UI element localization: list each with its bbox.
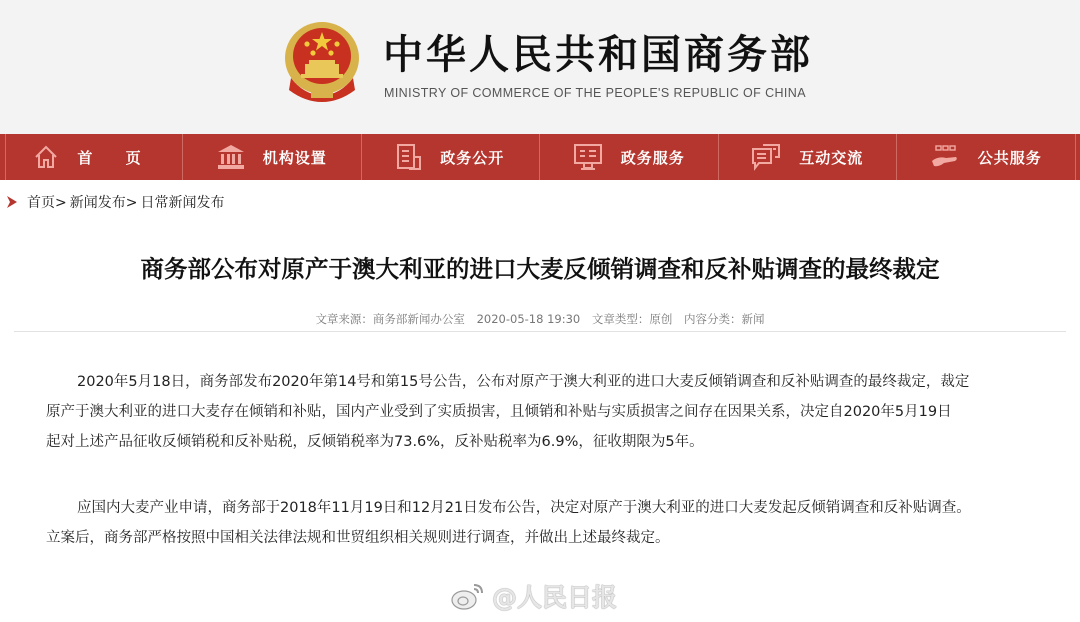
watermark-text: @人民日报 [492, 583, 618, 612]
site-header [0, 0, 1080, 134]
home-icon [33, 144, 59, 170]
meta-type: 文章类型：原创 [591, 312, 673, 326]
building-icon [217, 144, 245, 170]
paragraph-line: 原产于澳大利亚的进口大麦存在倾销和补贴，国内产业受到了实质损害，且倾销和补贴与实质损害之间存在因果关系，决定自2020年5月19日 [46, 404, 952, 420]
nav-label: 政务公开 [440, 148, 505, 167]
meta-datetime: 2020-05-18 19:30 [476, 312, 581, 326]
breadcrumb-daily-news[interactable]: 日常新闻发布 [140, 195, 225, 211]
nav-item-gov-services[interactable] [540, 134, 719, 180]
article-meta [0, 311, 1080, 327]
national-emblem-icon [283, 20, 361, 102]
nav-item-public-services[interactable] [897, 134, 1076, 180]
nav-item-interaction[interactable] [719, 134, 898, 180]
nav-item-home[interactable] [5, 134, 183, 180]
hand-icon [930, 144, 960, 170]
meta-source: 文章来源：商务部新闻办公室 [315, 312, 465, 326]
article-paragraph [46, 367, 969, 457]
watermark [450, 578, 617, 614]
nav-label: 政务服务 [620, 148, 685, 167]
nav-label: 机构设置 [262, 148, 327, 167]
nav-label: 公共服务 [977, 148, 1042, 167]
breadcrumb-news[interactable]: 新闻发布> [69, 195, 138, 211]
nav-label: 首 页 [77, 148, 155, 167]
breadcrumb-home[interactable]: 首页> [27, 195, 67, 211]
site-subtitle: MINISTRY OF COMMERCE OF THE PEOPLE'S REPUBLIC OF CHINA [384, 86, 806, 100]
main-nav [0, 134, 1080, 180]
divider [14, 331, 1066, 332]
weibo-icon [450, 581, 486, 611]
nav-item-gov-affairs-open[interactable] [362, 134, 541, 180]
nav-item-organization[interactable] [183, 134, 362, 180]
paragraph-line: 应国内大麦产业申请，商务部于2018年11月19日和12月21日发布公告，决定对原产于澳大利亚的进口大麦发起反倾销调查和反补贴调查。 [77, 500, 971, 516]
article-paragraph [46, 493, 971, 553]
chat-icon [751, 143, 781, 171]
arrow-right-icon [7, 196, 17, 208]
site-title: 中华人民共和国商务部 [383, 32, 813, 78]
paragraph-line: 2020年5月18日，商务部发布2020年第14号和第15号公告，公布对原产于澳大利亚的进口大麦反倾销调查和反补贴调查的最终裁定，裁定 [77, 374, 970, 390]
nav-label: 互动交流 [799, 148, 864, 167]
meta-category: 内容分类：新闻 [684, 312, 765, 326]
paragraph-line: 起对上述产品征收反倾销税和反补贴税，反倾销税率为73.6%，反补贴税率为6.9%，征收期限为5年。 [46, 434, 704, 450]
document-icon [396, 143, 422, 171]
article-title: 商务部公布对原产于澳大利亚的进口大麦反倾销调查和反补贴调查的最终裁定 [140, 255, 940, 283]
breadcrumb [7, 192, 224, 212]
paragraph-line: 立案后，商务部严格按照中国相关法律法规和世贸组织相关规则进行调查，并做出上述最终裁定。 [46, 530, 670, 546]
monitor-icon [573, 143, 603, 171]
